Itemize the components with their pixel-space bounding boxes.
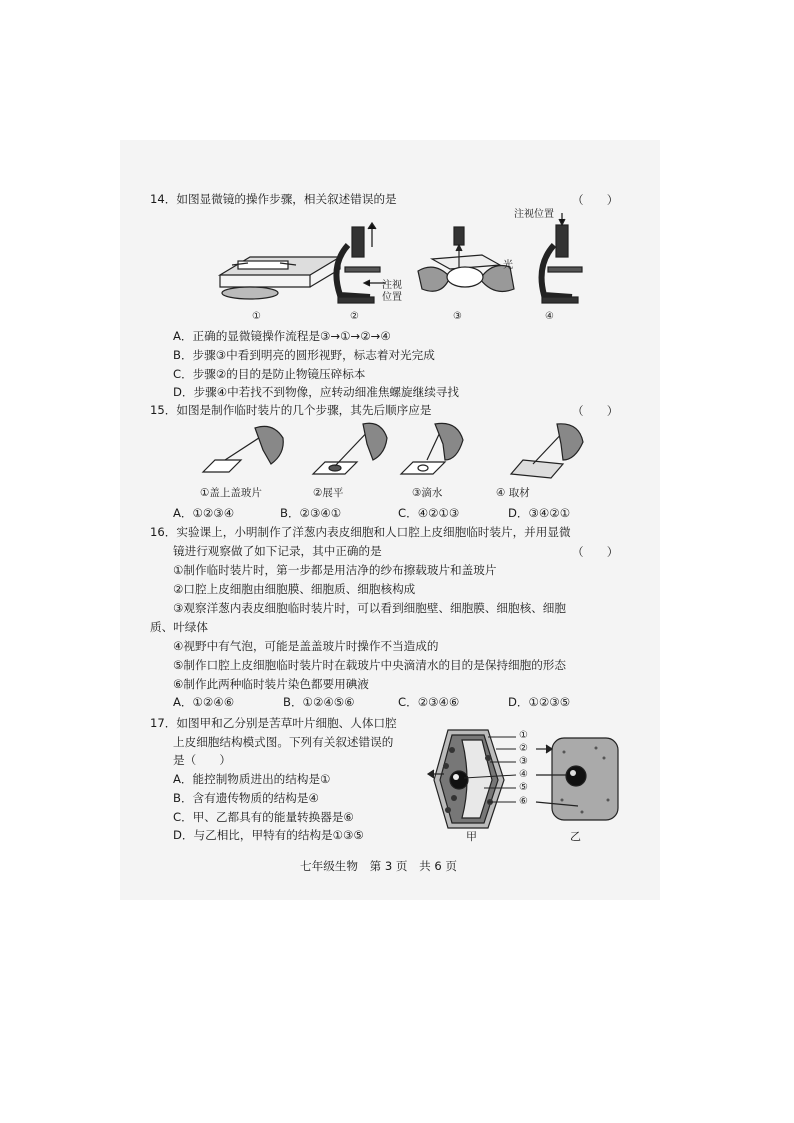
q15-option-a: A．①②③④ — [173, 506, 235, 520]
q14-label-observe-side: 注视 位置 — [382, 280, 402, 303]
q16-item-6: ⑥制作此两种临时装片染色都要用碘液 — [173, 677, 369, 691]
q16-answer-paren: （ ） — [572, 545, 619, 559]
q15-option-b: B．②③④① — [280, 506, 342, 520]
q14-label-observe-top: 注视位置 — [514, 209, 554, 220]
plant-cell-diagram — [428, 730, 504, 828]
q17-stem-line2: 上皮细胞结构模式图。下列有关叙述错误的 — [173, 735, 394, 749]
q17-option-b: B．含有遗传物质的结构是④ — [173, 791, 319, 805]
q16-stem-line1: 16．实验课上，小明制作了洋葱内表皮细胞和人口腔上皮细胞临时装片，并用显微 — [150, 525, 571, 539]
page-footer: 七年级生物 第 3 页 共 6 页 — [300, 859, 458, 873]
q14-answer-paren: （ ） — [572, 193, 619, 207]
q17-cell-label-2: ② — [519, 743, 528, 754]
q15-fig-3: ③滴水 — [412, 487, 443, 499]
q15-fig-2: ②展平 — [313, 487, 344, 499]
q17-option-a: A．能控制物质进出的结构是① — [173, 772, 331, 786]
q14-label-light: 光 — [503, 260, 513, 271]
q17-cell-label-3: ③ — [519, 756, 528, 767]
q17-cell-label-1: ① — [519, 730, 528, 741]
q16-option-c: C．②③④⑥ — [398, 695, 460, 709]
animal-cell-diagram — [536, 738, 618, 820]
fig14-3-hands-mirror — [418, 227, 514, 291]
fig14-2-microscope — [336, 223, 386, 303]
q17-cell-label-4: ④ — [519, 769, 528, 780]
q16-item-1: ①制作临时装片时，第一步都是用洁净的纱布擦载玻片和盖玻片 — [173, 563, 497, 577]
fig14-4-microscope — [542, 213, 582, 303]
q14-fig-2: ② — [350, 311, 359, 322]
q15-option-c: C．④②①③ — [398, 506, 460, 520]
q14-fig-1: ① — [252, 311, 261, 322]
q14-stem: 14．如图显微镜的操作步骤，相关叙述错误的是 — [150, 192, 397, 206]
q15-option-d: D．③④②① — [508, 506, 571, 520]
q15-answer-paren: （ ） — [572, 404, 619, 418]
q16-option-b: B．①②④⑤⑥ — [283, 695, 355, 709]
q15-stem: 15．如图是制作临时装片的几个步骤，其先后顺序应是 — [150, 403, 432, 417]
q17-stem-line3: 是（ ） — [173, 753, 231, 767]
q14-fig-4: ④ — [545, 311, 554, 322]
q14-option-a: A．正确的显微镜操作流程是③→①→②→④ — [173, 329, 391, 343]
q16-item-2: ②口腔上皮细胞由细胞膜、细胞质、细胞核构成 — [173, 582, 416, 596]
q17-cell-name-jia: 甲 — [466, 830, 477, 843]
q16-stem-line2: 镜进行观察做了如下记录，其中正确的是 — [173, 544, 382, 558]
q15-slide-figures — [195, 420, 595, 482]
fig14-1-stage — [220, 257, 340, 299]
q17-cell-label-6: ⑥ — [519, 796, 528, 807]
q14-fig-3: ③ — [453, 311, 462, 322]
q15-fig-1: ①盖上盖玻片 — [200, 487, 262, 499]
q17-option-c: C．甲、乙都具有的能量转换器是⑥ — [173, 810, 354, 824]
q16-item-3: ③观察洋葱内表皮细胞临时装片时，可以看到细胞壁、细胞膜、细胞核、细胞 — [173, 601, 566, 615]
q14-option-c: C．步骤②的目的是防止物镜压碎标本 — [173, 367, 366, 381]
q14-option-b: B．步骤③中看到明亮的圆形视野，标志着对光完成 — [173, 348, 435, 362]
q15-fig-4: ④ 取材 — [496, 487, 530, 499]
q17-stem-line1: 17．如图甲和乙分别是苦草叶片细胞、人体口腔 — [150, 716, 397, 730]
q17-option-d: D．与乙相比，甲特有的结构是①③⑤ — [173, 828, 364, 842]
q16-item-4: ④视野中有气泡，可能是盖盖玻片时操作不当造成的 — [173, 639, 439, 653]
q16-option-d: D．①②③⑤ — [508, 695, 571, 709]
q17-cell-label-5: ⑤ — [519, 782, 528, 793]
q16-item-5: ⑤制作口腔上皮细胞临时装片时在载玻片中央滴清水的目的是保持细胞的形态 — [173, 658, 566, 672]
q14-option-d: D．步骤④中若找不到物像，应转动细准焦螺旋继续寻找 — [173, 385, 459, 399]
q16-option-a: A．①②④⑥ — [173, 695, 235, 709]
q16-item-3-cont: 质、叶绿体 — [150, 620, 208, 634]
q17-cell-name-yi: 乙 — [570, 830, 581, 843]
